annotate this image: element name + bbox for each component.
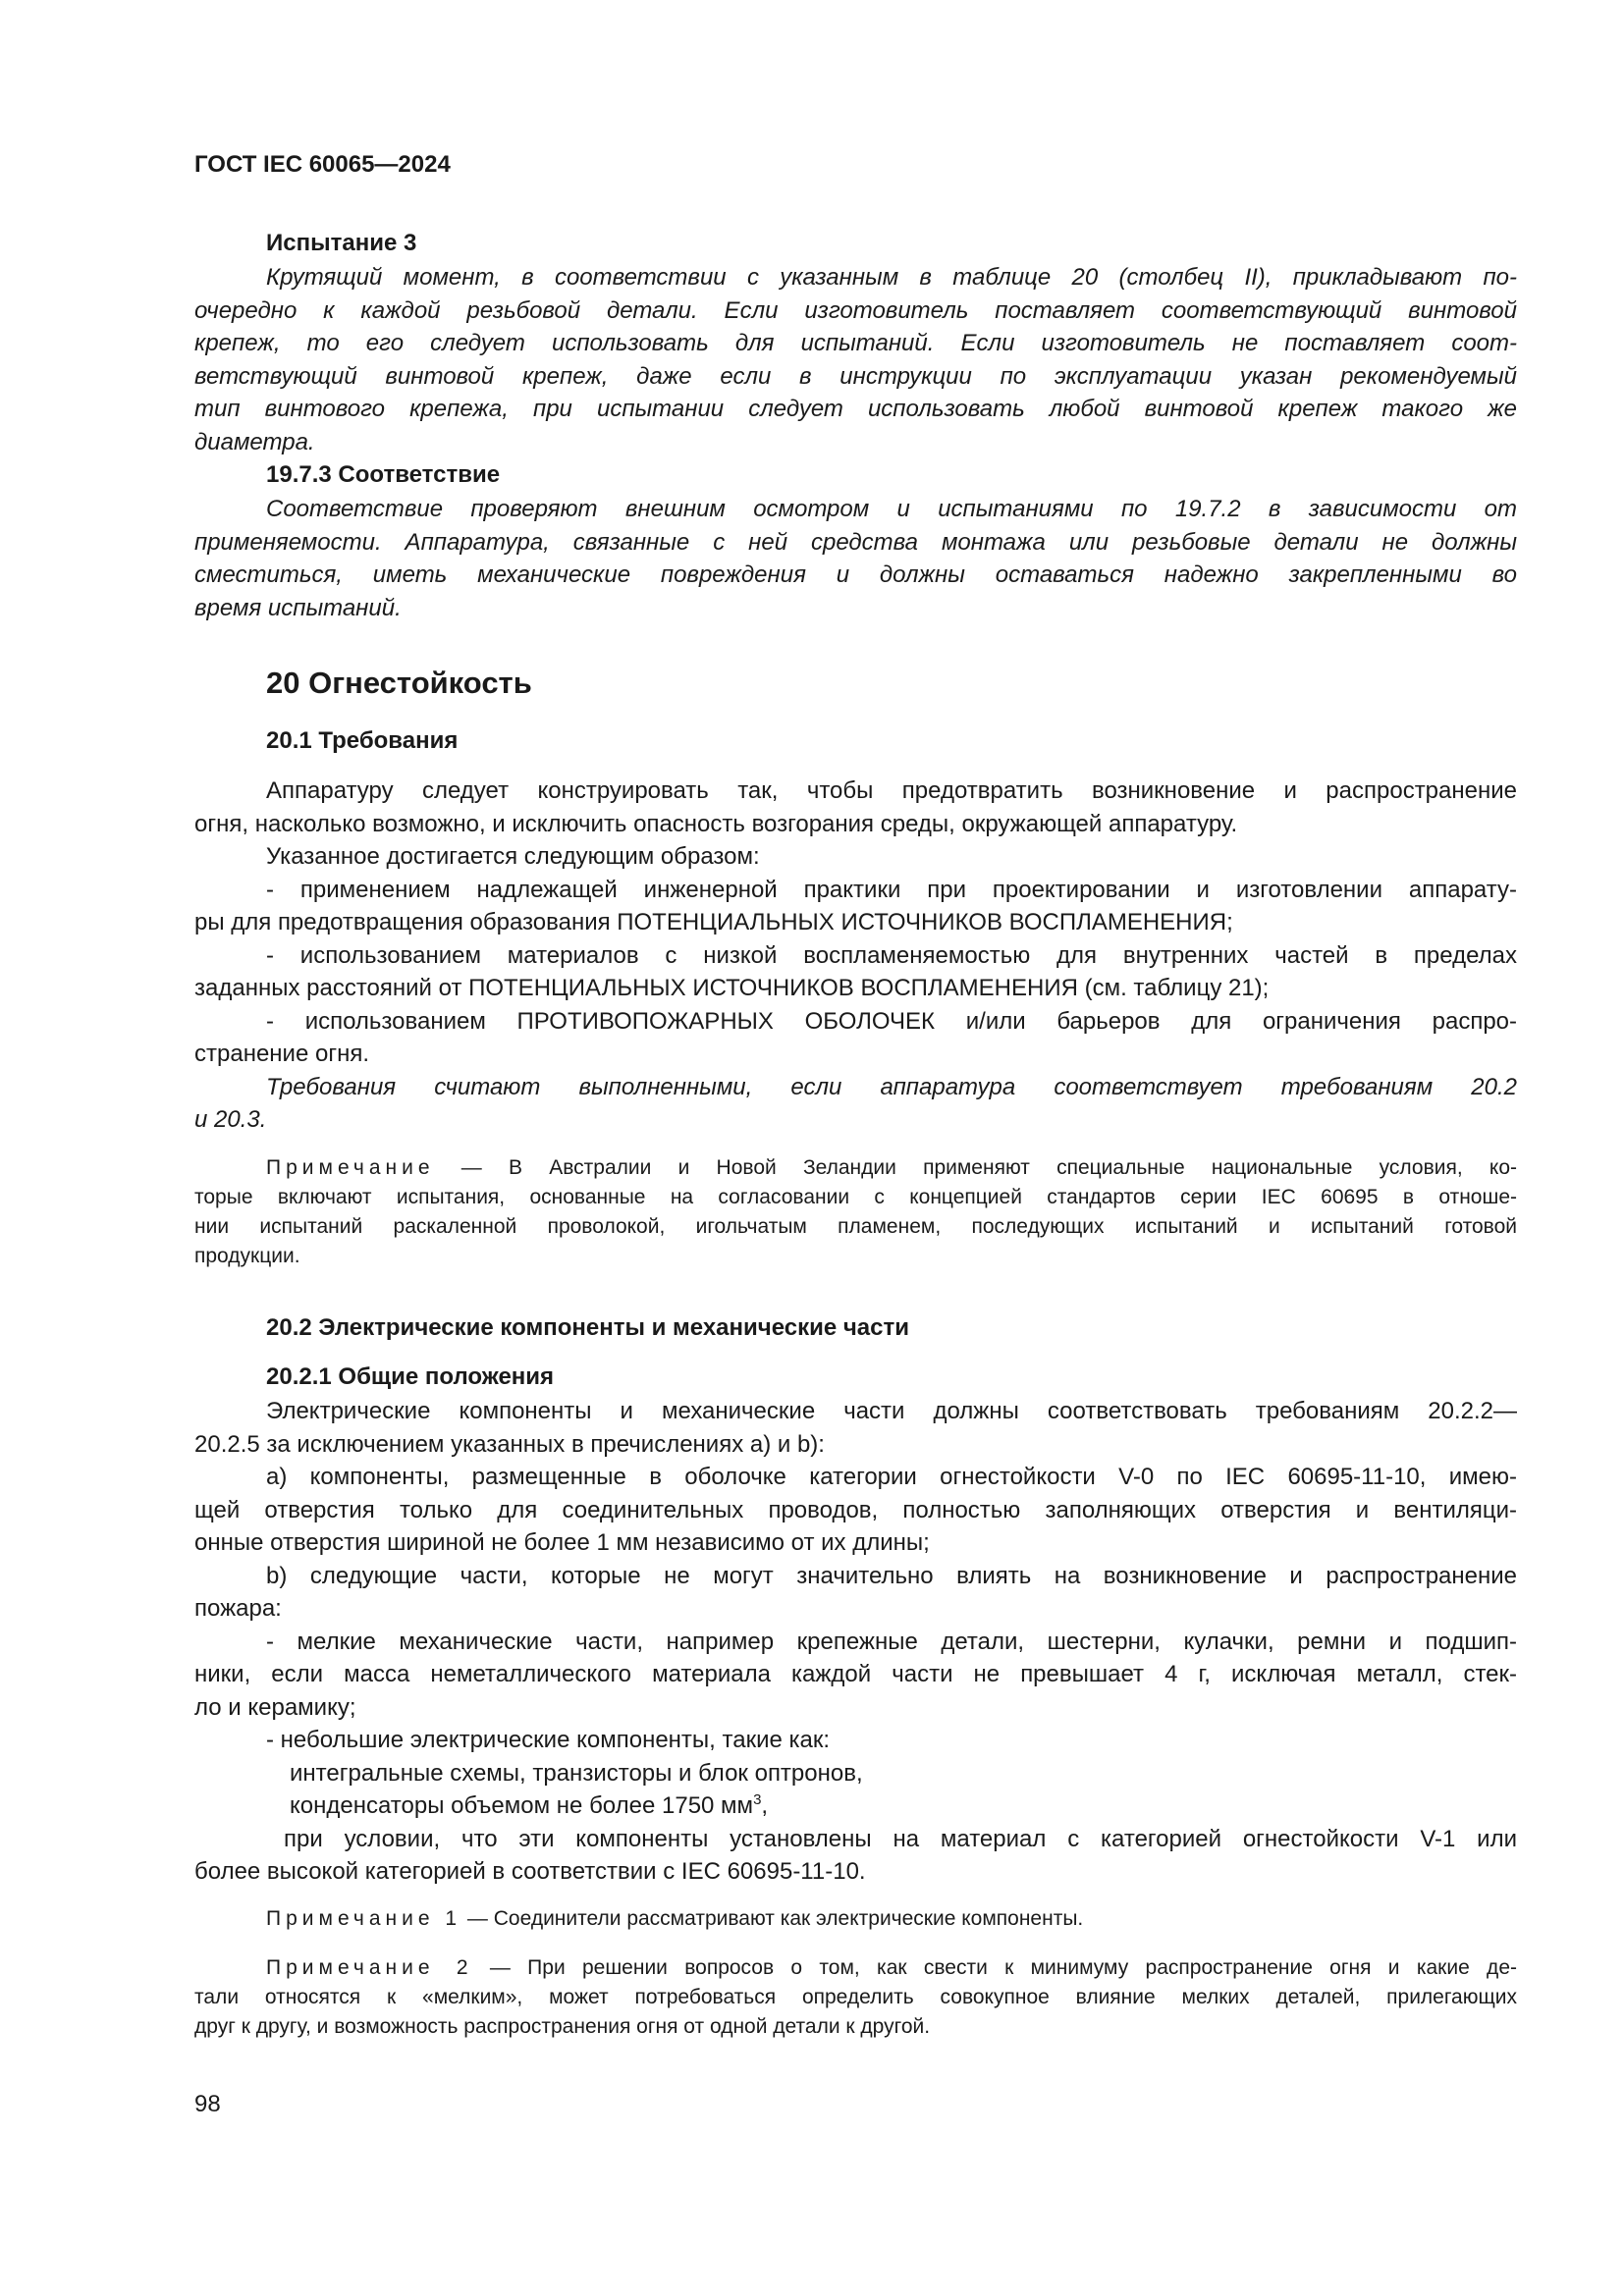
text-line: щей отверстия только для соединительных проводов, полностью заполняющих отверстия и вентиляци-	[194, 1496, 1517, 1523]
note-line: торые включают испытания, основанные на согласовании с концепцией стандартов серии IEC 60695 в отноше-	[194, 1186, 1517, 1208]
section-20-heading: 20 Огнестойкость	[266, 666, 532, 700]
text-line: крепеж, то его следует использовать для испытаний. Если изготовитель не поставляет соот-	[194, 330, 1517, 356]
note-20-1	[194, 1153, 1517, 1271]
note-line: продукции.	[194, 1245, 300, 1267]
note-text: — Соединители рассматривают как электрические компоненты.	[466, 1907, 1084, 1930]
section-19-7-3-paragraph	[194, 493, 1517, 624]
note-line	[194, 1904, 1517, 1934]
text-line: при условии, что эти компоненты установлены на материал с категорией огнестойкости V-1 или	[284, 1825, 1517, 1852]
text-line: Электрические компоненты и механические части должны соответствовать требованиям 20.2.2—	[266, 1398, 1517, 1424]
text-line: Аппаратуру следует конструировать так, чтобы предотвратить возникновение и распространение	[266, 777, 1517, 804]
note-line	[194, 1153, 1517, 1183]
text-line: более высокой категорией в соответствии с IEC 60695-11-10.	[194, 1858, 866, 1885]
note-2	[194, 1953, 1517, 2042]
note-label: Примечание 2	[266, 1956, 473, 1979]
list-item: - небольшие электрические компоненты, такие как:	[266, 1727, 831, 1753]
text-line: сместиться, иметь механические повреждения и должны оставаться надежно закрепленными во	[194, 561, 1517, 588]
note-line: друг к другу, и возможность распространения огня от одной детали к другой.	[194, 2015, 931, 2038]
note-label: Примечание 1	[266, 1907, 462, 1930]
list-item: - мелкие механические части, например крепежные детали, шестерни, кулачки, ремни и подшип-	[266, 1628, 1517, 1655]
note-line: тали относятся к «мелким», может потребоваться определить совокупное влияние мелких деталей, прилегающих	[194, 1986, 1517, 2008]
text-line: и 20.3.	[194, 1106, 267, 1133]
list-item: b) следующие части, которые не могут значительно влиять на возникновение и распространение	[266, 1562, 1517, 1589]
text-line: диаметра.	[194, 428, 315, 455]
text-line: странение огня.	[194, 1041, 369, 1067]
section-20-1-body	[194, 774, 1517, 1137]
text-line: ло и керамику;	[194, 1693, 356, 1721]
text-line: интегральные схемы, транзисторы и блок оптронов,	[290, 1759, 863, 1787]
note-1	[194, 1904, 1517, 1934]
text-line: заданных расстояний от ПОТЕНЦИАЛЬНЫХ ИСТОЧНИКОВ ВОСПЛАМЕНЕНИЯ (см. таблицу 21);	[194, 975, 1270, 1001]
text-line: 20.2.5 за исключением указанных в пречислениях a) и b):	[194, 1430, 825, 1458]
text-line: Требования считают выполненными, если аппаратура соответствует требованиям 20.2	[266, 1073, 1517, 1100]
list-item: - применением надлежащей инженерной практики при проектировании и изготовлении аппарату-	[266, 876, 1517, 903]
superscript: 3	[753, 1791, 762, 1808]
text-line: ры для предотвращения образования ПОТЕНЦИАЛЬНЫХ ИСТОЧНИКОВ ВОСПЛАМЕНЕНИЯ;	[194, 909, 1233, 935]
text-line: пожара:	[194, 1595, 282, 1622]
test3-paragraph	[194, 261, 1517, 458]
section-20-2-heading: 20.2 Электрические компоненты и механические части	[266, 1314, 909, 1341]
text-line: огня, насколько возможно, и исключить опасность возгорания среды, окружающей аппаратуру.	[194, 810, 1238, 837]
test3-heading: Испытание 3	[266, 230, 417, 256]
text-line: время испытаний.	[194, 594, 402, 621]
text-line: конденсаторы объемом не более 1750 $мм^3$,	[290, 1791, 769, 1819]
text-line: Соответствие проверяют внешним осмотром и испытаниями по 19.7.2 в зависимости от	[266, 496, 1517, 522]
text-line: очередно к каждой резьбовой детали. Если изготовитель поставляет соответствующий винтовой	[194, 296, 1517, 324]
text-line: Крутящий момент, в соответствии с указанным в таблице 20 (столбец II), прикладывают по-	[266, 264, 1517, 291]
section-20-1-heading: 20.1 Требования	[266, 727, 459, 754]
note-text: — В Австралии и Новой Зеландии применяют специальные национальные условия, ко-	[460, 1156, 1517, 1179]
note-line	[194, 1953, 1517, 1983]
note-label: Примечание	[266, 1156, 435, 1179]
text-line: применяемости. Аппаратура, связанные с ней средства монтажа или резьбовые детали не должны	[194, 528, 1517, 556]
section-19-7-3-heading: 19.7.3 Соответствие	[266, 461, 501, 488]
text: конденсаторы объемом не более 1750 мм	[290, 1792, 754, 1819]
note-text: — При решении вопросов о том, как свести к минимуму распространение огня и какие де-	[489, 1956, 1517, 1979]
text-line: тип винтового крепежа, при испытании следует использовать любой винтовой крепеж такого же	[194, 396, 1517, 422]
list-item: a) компоненты, размещенные в оболочке категории огнестойкости V-0 по IEC 60695-11-10, имею-	[266, 1464, 1517, 1490]
list-item: - использованием материалов с низкой воспламеняемостью для внутренних частей в пределах	[266, 941, 1517, 969]
list-item: - использованием ПРОТИВОПОЖАРНЫХ ОБОЛОЧЕК и/или барьеров для ограничения распро-	[266, 1007, 1517, 1035]
section-20-2-1-body	[194, 1395, 1517, 1889]
page-number: 98	[194, 2091, 221, 2117]
text-line: ветствующий винтовой крепеж, даже если в инструкции по эксплуатации указан рекомендуемый	[194, 362, 1517, 390]
note-line: нии испытаний раскаленной проволокой, игольчатым пламенем, последующих испытаний и испытаний готовой	[194, 1215, 1517, 1238]
document-header: ГОСТ IEC 60065—2024	[194, 151, 451, 178]
text-line: онные отверстия шириной не более 1 мм независимо от их длины;	[194, 1529, 930, 1556]
text-line: Указанное достигается следующим образом:	[266, 843, 760, 870]
section-20-2-1-heading: 20.2.1 Общие положения	[266, 1363, 555, 1390]
text-line: ники, если масса неметаллического материала каждой части не превышает 4 г, исключая металл, стек-	[194, 1661, 1517, 1687]
